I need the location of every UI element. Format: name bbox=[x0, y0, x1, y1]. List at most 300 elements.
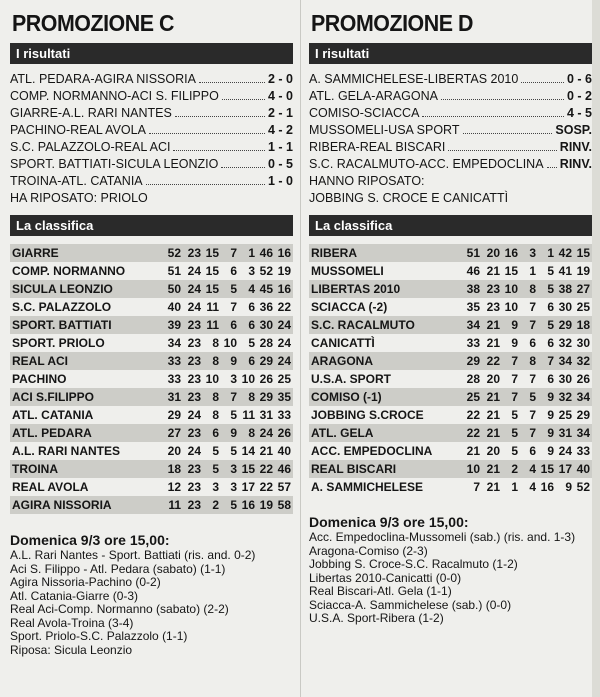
points-cell: 33 bbox=[167, 372, 181, 386]
stat-cell: 4 bbox=[239, 280, 257, 298]
stat-cell: 9 bbox=[221, 352, 239, 370]
stat-cell: 21 bbox=[484, 388, 502, 406]
leader-dots bbox=[521, 71, 564, 83]
standings-row bbox=[309, 478, 592, 496]
stat-cell: 33 bbox=[576, 444, 590, 458]
stat-cell: 7 bbox=[511, 372, 518, 386]
result-row bbox=[10, 105, 293, 122]
leader-dots bbox=[222, 88, 265, 100]
standings-row bbox=[10, 316, 293, 334]
result-row bbox=[10, 139, 293, 156]
leader-dots bbox=[463, 122, 553, 134]
stat-cell: 6 bbox=[547, 372, 554, 386]
points-cell: 27 bbox=[151, 424, 185, 442]
stat-cell: 35 bbox=[275, 388, 293, 406]
fixture-line: Real Biscari-Atl. Gela (1-1) bbox=[309, 584, 452, 598]
fixture-line: Acc. Empedoclina-Mussomeli (sab.) (ris. and. 1-3) bbox=[309, 530, 576, 544]
stat-cell: 24 bbox=[257, 424, 275, 442]
standings-row bbox=[10, 280, 293, 298]
stat-cell: 58 bbox=[275, 496, 293, 514]
team-name: COMISO (-1) bbox=[309, 388, 450, 406]
rest-note: JOBBING S. CROCE E CANICATTÌ bbox=[309, 191, 509, 205]
stat-cell: 10 bbox=[241, 372, 255, 386]
stat-cell: 6 bbox=[547, 336, 554, 350]
result-match: S.C. RACALMUTO-ACC. EMPEDOCLINA bbox=[309, 157, 544, 171]
stat-cell: 5 bbox=[538, 316, 556, 334]
stat-cell: 11 bbox=[242, 408, 255, 422]
stat-cell: 30 bbox=[257, 316, 275, 334]
points-cell: 22 bbox=[450, 424, 484, 442]
stat-cell: 15 bbox=[203, 280, 221, 298]
points-cell: 25 bbox=[450, 388, 484, 406]
stat-cell: 10 bbox=[502, 280, 520, 298]
result-match: RIBERA-REAL BISCARI bbox=[309, 140, 446, 154]
stat-cell: 5 bbox=[230, 408, 237, 422]
result-score: 1 - 0 bbox=[267, 174, 293, 188]
stat-cell: 30 bbox=[558, 372, 572, 386]
points-cell: 20 bbox=[167, 444, 181, 458]
stat-cell: 9 bbox=[511, 336, 518, 350]
leader-dots bbox=[149, 122, 265, 134]
fixture-line: Libertas 2010-Canicatti (0-0) bbox=[309, 570, 462, 585]
result-match: ATL. PEDARA-AGIRA NISSORIA bbox=[10, 72, 196, 86]
stat-cell: 23 bbox=[486, 300, 500, 314]
standings-row bbox=[309, 280, 592, 298]
stat-cell: 5 bbox=[221, 496, 239, 514]
stat-cell: 15 bbox=[205, 264, 219, 278]
fixture-line: Sciacca-A. Sammichelese (sab.) (0-0) bbox=[309, 597, 512, 612]
stat-cell: 46 bbox=[275, 460, 293, 478]
points-cell: 39 bbox=[151, 316, 185, 334]
team-name: LIBERTAS 2010 bbox=[309, 280, 450, 298]
stat-cell: 5 bbox=[538, 280, 556, 298]
team-name: AGIRA NISSORIA bbox=[10, 496, 151, 514]
stat-cell: 22 bbox=[259, 480, 273, 494]
standings-row bbox=[309, 298, 592, 316]
standings-row bbox=[10, 406, 293, 424]
stat-cell: 7 bbox=[230, 300, 237, 314]
stat-cell: 23 bbox=[484, 280, 502, 298]
stat-cell: 3 bbox=[230, 480, 237, 494]
stat-cell: 21 bbox=[486, 336, 500, 350]
stat-cell: 5 bbox=[520, 388, 538, 406]
stat-cell: 9 bbox=[502, 316, 520, 334]
results-header: I risultati bbox=[10, 43, 293, 64]
result-score: 4 - 2 bbox=[267, 123, 293, 137]
stat-cell: 6 bbox=[248, 300, 255, 314]
result-row bbox=[10, 122, 293, 139]
result-match: S.C. PALAZZOLO-REAL ACI bbox=[10, 140, 171, 154]
standings-row bbox=[10, 370, 293, 388]
points-cell: 51 bbox=[167, 264, 181, 278]
section-title: PROMOZIONE C bbox=[12, 10, 174, 36]
results-list bbox=[309, 71, 592, 207]
points-cell: 21 bbox=[466, 444, 480, 458]
stat-cell: 21 bbox=[259, 444, 273, 458]
fixture-line: U.S.A. Sport-Ribera (1-2) bbox=[309, 611, 444, 625]
stat-cell: 23 bbox=[185, 388, 203, 406]
stat-cell: 14 bbox=[241, 444, 255, 458]
result-match: ATL. GELA-ARAGONA bbox=[309, 89, 438, 103]
stat-cell: 45 bbox=[257, 280, 275, 298]
fixture-line: Real Aci-Comp. Normanno (sabato) (2-2) bbox=[10, 602, 229, 616]
standings-row bbox=[309, 388, 592, 406]
points-cell: 29 bbox=[167, 408, 181, 422]
stat-cell: 7 bbox=[529, 300, 536, 314]
leader-dots bbox=[441, 88, 564, 100]
stat-cell: 20 bbox=[486, 444, 500, 458]
result-match: PACHINO-REAL AVOLA bbox=[10, 123, 146, 137]
team-name: A.L. RARI NANTES bbox=[12, 444, 120, 458]
leader-dots bbox=[199, 71, 265, 83]
standings-row bbox=[309, 406, 592, 424]
stat-cell: 6 bbox=[203, 424, 221, 442]
stat-cell: 5 bbox=[221, 280, 239, 298]
result-score: 0 - 2 bbox=[566, 89, 592, 103]
column-promozione-c bbox=[10, 0, 293, 657]
standings-row bbox=[10, 334, 293, 352]
stat-cell: 3 bbox=[248, 264, 255, 278]
stat-cell: 11 bbox=[203, 316, 221, 334]
fixtures-header: Domenica 9/3 ore 15,00: bbox=[309, 514, 469, 530]
team-name: S.C. RACALMUTO bbox=[309, 316, 450, 334]
leader-dots bbox=[547, 156, 557, 168]
stat-cell: 23 bbox=[185, 496, 203, 514]
stat-cell: 24 bbox=[275, 316, 293, 334]
stat-cell: 22 bbox=[277, 300, 291, 314]
stat-cell: 17 bbox=[556, 460, 574, 478]
standings-row bbox=[309, 460, 592, 478]
stat-cell: 22 bbox=[257, 460, 275, 478]
stat-cell: 8 bbox=[203, 352, 221, 370]
stat-cell: 23 bbox=[185, 460, 203, 478]
stat-cell: 25 bbox=[277, 372, 291, 386]
standings-table bbox=[309, 244, 592, 496]
stat-cell: 20 bbox=[484, 244, 502, 262]
stat-cell: 29 bbox=[257, 352, 275, 370]
team-name: ATL. CATANIA bbox=[12, 408, 94, 422]
stat-cell: 32 bbox=[556, 388, 574, 406]
stat-cell: 21 bbox=[486, 264, 500, 278]
stat-cell: 21 bbox=[486, 480, 500, 494]
leader-dots bbox=[221, 156, 265, 168]
stat-cell: 21 bbox=[484, 460, 502, 478]
stat-cell: 21 bbox=[484, 316, 502, 334]
result-row bbox=[309, 105, 592, 122]
stat-cell: 26 bbox=[576, 372, 590, 386]
standings-row bbox=[10, 244, 293, 262]
result-score: 4 - 0 bbox=[267, 89, 293, 103]
team-name: ATL. GELA bbox=[309, 424, 450, 442]
stat-cell: 24 bbox=[275, 352, 293, 370]
points-cell: 28 bbox=[466, 372, 480, 386]
stat-cell: 11 bbox=[206, 300, 219, 314]
stat-cell: 3 bbox=[520, 244, 538, 262]
fixtures bbox=[309, 514, 592, 626]
team-name: GIARRE bbox=[10, 244, 151, 262]
stat-cell: 57 bbox=[277, 480, 291, 494]
standings-row bbox=[309, 334, 592, 352]
stat-cell: 6 bbox=[230, 264, 237, 278]
stat-cell: 21 bbox=[484, 424, 502, 442]
stat-cell: 10 bbox=[205, 372, 219, 386]
fixture-line: A.L. Rari Nantes - Sport. Battiati (ris. and. 0-2) bbox=[10, 548, 256, 562]
stat-cell: 34 bbox=[556, 352, 574, 370]
result-score: RINV. bbox=[559, 140, 592, 154]
stat-cell: 52 bbox=[576, 480, 590, 494]
stat-cell: 38 bbox=[556, 280, 574, 298]
result-score: 0 - 6 bbox=[566, 72, 592, 86]
rest-note: HA RIPOSATO: PRIOLO bbox=[10, 191, 148, 205]
team-name: ARAGONA bbox=[309, 352, 450, 370]
result-score: SOSP. bbox=[555, 123, 592, 137]
fixtures-header: Domenica 9/3 ore 15,00: bbox=[10, 532, 170, 548]
result-score: 2 - 1 bbox=[267, 106, 293, 120]
result-row bbox=[309, 139, 592, 156]
points-cell: 33 bbox=[466, 336, 480, 350]
stat-cell: 10 bbox=[504, 300, 518, 314]
result-row bbox=[309, 71, 592, 88]
stat-cell: 2 bbox=[502, 460, 520, 478]
points-cell: 31 bbox=[151, 388, 185, 406]
stat-cell: 9 bbox=[547, 408, 554, 422]
fixture-line: Sport. Priolo-S.C. Palazzolo (1-1) bbox=[10, 629, 188, 643]
stat-cell: 40 bbox=[574, 460, 592, 478]
fixture-line: Real Avola-Troina (3-4) bbox=[10, 615, 134, 630]
standings-row bbox=[309, 244, 592, 262]
stat-cell: 15 bbox=[574, 244, 592, 262]
team-name: U.S.A. SPORT bbox=[311, 372, 392, 386]
result-match: A. SAMMICHELESE-LIBERTAS 2010 bbox=[309, 72, 519, 86]
stat-cell: 9 bbox=[538, 424, 556, 442]
stat-cell: 17 bbox=[241, 480, 255, 494]
stat-cell: 40 bbox=[277, 444, 291, 458]
stat-cell: 29 bbox=[556, 316, 574, 334]
stat-cell: 25 bbox=[558, 408, 572, 422]
standings-row bbox=[10, 298, 293, 316]
stat-cell: 24 bbox=[187, 300, 201, 314]
team-name: ATL. PEDARA bbox=[10, 424, 151, 442]
result-match: SPORT. BATTIATI-SICULA LEONZIO bbox=[10, 157, 219, 171]
result-match: COMISO-SCIACCA bbox=[309, 106, 420, 120]
stat-cell: 24 bbox=[187, 264, 201, 278]
stat-cell: 20 bbox=[486, 372, 500, 386]
leader-dots bbox=[448, 139, 556, 151]
team-name: RIBERA bbox=[309, 244, 450, 262]
points-cell: 33 bbox=[151, 352, 185, 370]
stat-cell: 15 bbox=[504, 264, 518, 278]
result-row bbox=[10, 156, 293, 173]
team-name: TROINA bbox=[10, 460, 151, 478]
fixture-line: Riposa: Sicula Leonzio bbox=[10, 642, 133, 657]
stat-cell: 8 bbox=[239, 388, 257, 406]
stat-cell: 15 bbox=[203, 244, 221, 262]
stat-cell: 33 bbox=[277, 408, 291, 422]
stat-cell: 19 bbox=[257, 496, 275, 514]
stat-cell: 25 bbox=[576, 300, 590, 314]
stat-cell: 23 bbox=[185, 316, 203, 334]
stat-cell: 32 bbox=[558, 336, 572, 350]
standings-row bbox=[309, 442, 592, 460]
standings-row bbox=[309, 262, 592, 280]
stat-cell: 8 bbox=[212, 408, 219, 422]
stat-cell: 29 bbox=[576, 408, 590, 422]
result-row bbox=[309, 88, 592, 105]
stat-cell: 16 bbox=[239, 496, 257, 514]
points-cell: 12 bbox=[167, 480, 181, 494]
stat-cell: 1 bbox=[239, 244, 257, 262]
result-match: MUSSOMELI-USA SPORT bbox=[309, 123, 460, 137]
team-name: CANICATTÌ bbox=[311, 336, 375, 350]
column-divider bbox=[300, 0, 301, 697]
leader-dots bbox=[146, 173, 265, 185]
team-name: SPORT. PRIOLO bbox=[12, 336, 105, 350]
stat-cell: 7 bbox=[529, 408, 536, 422]
stat-cell: 7 bbox=[538, 352, 556, 370]
stat-cell: 24 bbox=[558, 444, 572, 458]
stat-cell: 6 bbox=[529, 336, 536, 350]
team-name: REAL ACI bbox=[10, 352, 151, 370]
stat-cell: 24 bbox=[277, 336, 291, 350]
stat-cell: 5 bbox=[203, 460, 221, 478]
stat-cell: 26 bbox=[275, 424, 293, 442]
points-cell: 10 bbox=[450, 460, 484, 478]
points-cell: 46 bbox=[466, 264, 480, 278]
standings-row bbox=[10, 442, 293, 460]
stat-cell: 32 bbox=[574, 352, 592, 370]
points-cell: 38 bbox=[450, 280, 484, 298]
points-cell: 52 bbox=[151, 244, 185, 262]
stat-cell: 10 bbox=[223, 336, 237, 350]
result-score: 4 - 5 bbox=[566, 106, 592, 120]
points-cell: 51 bbox=[450, 244, 484, 262]
rest-note: HANNO RIPOSATO: bbox=[309, 174, 425, 188]
page-edge bbox=[592, 0, 600, 697]
stat-cell: 31 bbox=[259, 408, 273, 422]
points-cell: 29 bbox=[450, 352, 484, 370]
leader-dots bbox=[175, 105, 265, 117]
standings-row bbox=[10, 352, 293, 370]
team-name: REAL AVOLA bbox=[12, 480, 89, 494]
stat-cell: 46 bbox=[257, 244, 275, 262]
stat-cell: 41 bbox=[558, 264, 572, 278]
stat-cell: 23 bbox=[185, 244, 203, 262]
column-promozione-d bbox=[309, 0, 592, 626]
leader-dots bbox=[422, 105, 564, 117]
leader-dots bbox=[173, 139, 265, 151]
result-score: 0 - 5 bbox=[267, 157, 293, 171]
stat-cell: 6 bbox=[239, 316, 257, 334]
stat-cell: 16 bbox=[540, 480, 554, 494]
result-match: GIARRE-A.L. RARI NANTES bbox=[10, 106, 172, 120]
standings-header: La classifica bbox=[309, 215, 592, 236]
standings-row bbox=[10, 262, 293, 280]
stat-cell: 2 bbox=[203, 496, 221, 514]
stat-cell: 9 bbox=[565, 480, 572, 494]
stat-cell: 6 bbox=[221, 316, 239, 334]
stat-cell: 6 bbox=[239, 352, 257, 370]
stat-cell: 5 bbox=[212, 444, 219, 458]
stat-cell: 26 bbox=[259, 372, 273, 386]
points-cell: 22 bbox=[466, 408, 480, 422]
points-cell: 7 bbox=[473, 480, 480, 494]
standings-row bbox=[10, 424, 293, 442]
results-header: I risultati bbox=[309, 43, 592, 64]
result-row bbox=[10, 71, 293, 88]
stat-cell: 7 bbox=[520, 424, 538, 442]
points-cell: 35 bbox=[466, 300, 480, 314]
fixture-line: Agira Nissoria-Pachino (0-2) bbox=[10, 575, 161, 589]
stat-cell: 52 bbox=[259, 264, 273, 278]
stat-cell: 30 bbox=[576, 336, 590, 350]
points-cell: 50 bbox=[151, 280, 185, 298]
stat-cell: 5 bbox=[547, 264, 554, 278]
result-row bbox=[10, 88, 293, 105]
standings-row bbox=[309, 370, 592, 388]
stat-cell: 9 bbox=[538, 388, 556, 406]
points-cell: 40 bbox=[167, 300, 181, 314]
stat-cell: 23 bbox=[187, 336, 201, 350]
stat-cell: 36 bbox=[259, 300, 273, 314]
stat-cell: 18 bbox=[574, 316, 592, 334]
stat-cell: 15 bbox=[239, 460, 257, 478]
result-score: 2 - 0 bbox=[267, 72, 293, 86]
stat-cell: 24 bbox=[185, 280, 203, 298]
stat-cell: 34 bbox=[574, 388, 592, 406]
stat-cell: 29 bbox=[257, 388, 275, 406]
stat-cell: 23 bbox=[185, 424, 203, 442]
stat-cell: 22 bbox=[484, 352, 502, 370]
stat-cell: 8 bbox=[520, 352, 538, 370]
stat-cell: 1 bbox=[511, 480, 518, 494]
stat-cell: 23 bbox=[187, 480, 201, 494]
points-cell: 34 bbox=[167, 336, 181, 350]
stat-cell: 5 bbox=[248, 336, 255, 350]
stat-cell: 1 bbox=[529, 264, 536, 278]
stat-cell: 7 bbox=[529, 372, 536, 386]
stat-cell: 8 bbox=[212, 336, 219, 350]
result-row bbox=[309, 122, 592, 139]
standings-row bbox=[10, 388, 293, 406]
team-name: SICULA LEONZIO bbox=[10, 280, 151, 298]
stat-cell: 7 bbox=[221, 388, 239, 406]
stat-cell: 3 bbox=[221, 460, 239, 478]
result-match: COMP. NORMANNO-ACI S. FILIPPO bbox=[10, 89, 219, 103]
team-name: PACHINO bbox=[12, 372, 67, 386]
stat-cell: 5 bbox=[502, 424, 520, 442]
result-score: RINV. bbox=[559, 157, 592, 171]
standings-row bbox=[10, 478, 293, 496]
stat-cell: 24 bbox=[187, 408, 201, 422]
stat-cell: 4 bbox=[520, 460, 538, 478]
standings-row bbox=[309, 352, 592, 370]
team-name: ACC. EMPEDOCLINA bbox=[311, 444, 433, 458]
fixtures bbox=[10, 532, 293, 657]
stat-cell: 8 bbox=[520, 280, 538, 298]
team-name: SPORT. BATTIATI bbox=[10, 316, 151, 334]
stat-cell: 24 bbox=[187, 444, 201, 458]
stat-cell: 7 bbox=[221, 244, 239, 262]
team-name: A. SAMMICHELESE bbox=[311, 480, 424, 494]
stat-cell: 34 bbox=[574, 424, 592, 442]
stat-cell: 27 bbox=[574, 280, 592, 298]
stat-cell: 6 bbox=[529, 444, 536, 458]
fixture-line: Jobbing S. Croce-S.C. Racalmuto (1-2) bbox=[309, 557, 518, 571]
team-name: COMP. NORMANNO bbox=[12, 264, 126, 278]
stat-cell: 19 bbox=[277, 264, 291, 278]
stat-cell: 9 bbox=[221, 424, 239, 442]
stat-cell: 16 bbox=[275, 280, 293, 298]
